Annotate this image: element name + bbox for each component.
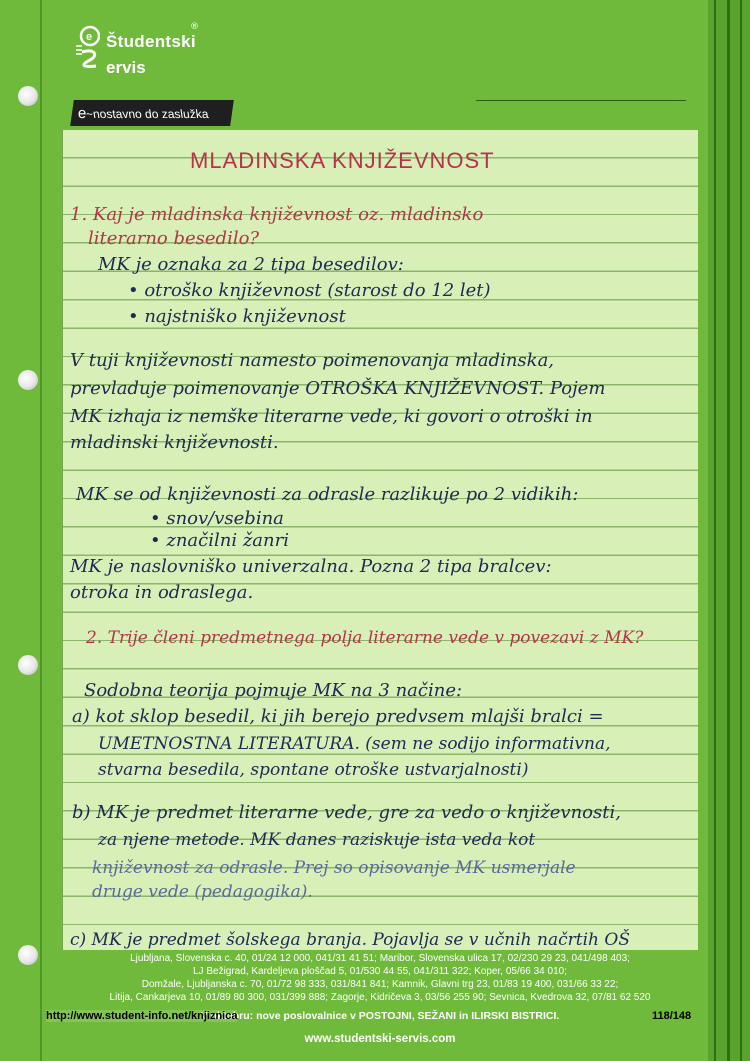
footer-offices-line: LJ Bežigrad, Kardeljeva ploščad 5, 01/530 44 55, 041/311 322; Koper, 05/66 34 010;: [193, 966, 567, 977]
registered-mark: ®: [190, 22, 199, 32]
cover-margin-line: [40, 0, 42, 1061]
footer-website: www.studentski-servis.com: [304, 1033, 456, 1045]
note-line: za njene metode. MK danes raziskuje ista veda kot: [98, 830, 536, 850]
footer-offices-line: Ljubljana, Slovenska c. 40, 01/24 12 000, 041/31 41 51; Maribor, Slovenska ulica 17, 02/230 29 23, 041/498 403;: [130, 953, 630, 964]
bullet-item: • najstniško književnost: [128, 306, 346, 327]
page-counter: 118/148: [652, 1010, 692, 1022]
note-line: otroka in odraslega.: [70, 582, 254, 603]
svg-text:e: e: [86, 31, 93, 43]
note-line: mladinski književnosti.: [70, 432, 279, 453]
slogan-text: ~nostavno do zaslužka: [85, 107, 210, 121]
note-line: Sodobna teorija pojmuje MK na 3 načine:: [84, 680, 463, 701]
note-line: MK izhaja iz nemške literarne vede, ki govori o otroški in: [70, 406, 593, 427]
question-1-cont: literarno besedilo?: [88, 228, 260, 249]
edge-line: [714, 0, 716, 1061]
bullet-item: • otroško književnost (starost do 12 let): [128, 280, 491, 301]
punch-hole: [18, 655, 38, 675]
slogan-e: e: [76, 105, 88, 122]
footer-announcement: V oktobru: nove poslovalnice v POSTOJNI, SEŽANI in ILIRSKI BISTRICI.: [200, 1010, 560, 1022]
note-line: MK je oznaka za 2 tipa besedilov:: [98, 254, 404, 275]
logo-mark-icon: [76, 24, 100, 70]
note-line: a) kot sklop besedil, ki jih berejo predvsem mlajši bralci =: [72, 706, 604, 727]
punch-hole: [18, 370, 38, 390]
footer-offices-line: Litija, Cankarjeva 10, 01/89 80 300, 031/399 888; Zagorje, Kidričeva 3, 03/56 255 90; Sevnica, Kvedrova 32, 07/81 62 520: [109, 992, 651, 1003]
punch-hole: [18, 945, 38, 965]
note-line: V tuji književnosti namesto poimenovanja mladinska,: [70, 350, 555, 371]
note-line: MK se od književnosti za odrasle razlikuje po 2 vidikih:: [76, 484, 579, 505]
studentski-servis-logo: [68, 16, 218, 80]
note-line: druge vede (pedagogika).: [92, 882, 313, 902]
edge-line: [727, 0, 730, 1061]
slogan-banner: [70, 100, 234, 126]
footer-offices: [60, 952, 700, 1004]
note-line: c) MK je predmet šolskega branja. Pojavlja se v učnih načrtih OŠ: [70, 930, 630, 950]
note-line: stvarna besedila, spontane otroške ustvarjalnosti): [98, 760, 529, 780]
edge-line: [740, 0, 742, 1061]
note-line: prevladuje poimenovanje OTROŠKA KNJIŽEVNOST. Pojem: [70, 378, 606, 399]
question-1: 1. Kaj je mladinska književnost oz. mladinsko: [70, 204, 484, 225]
bullet-item: • snov/vsebina: [150, 508, 284, 529]
note-line: MK je naslovniško univerzalna. Pozna 2 tipa bralcev:: [70, 556, 552, 577]
source-url-link[interactable]: http://www.student-info.net/knjiznica: [46, 1010, 238, 1022]
logo-name-line2: ervis: [106, 58, 146, 77]
question-2: 2. Trije členi predmetnega polja literarne vede v povezavi z MK?: [86, 628, 644, 648]
bullet-item: • značilni žanri: [150, 530, 289, 551]
paper-margin: [62, 130, 63, 950]
punch-hole: [18, 86, 38, 106]
logo-name-line1: Študentski: [106, 32, 196, 51]
note-line: b) MK je predmet literarne vede, gre za vedo o književnosti,: [72, 802, 621, 823]
footer-offices-line: Domžale, Ljubljanska c. 70, 01/72 98 333, 031/841 841; Kamnik, Glavni trg 23, 01/83 19 400, 031/66 33 22;: [141, 979, 619, 990]
note-line: književnost za odrasle. Prej so opisovanje MK usmerjale: [92, 858, 576, 878]
header-rule: [476, 100, 686, 101]
note-line: UMETNOSTNA LITERATURA. (sem ne sodijo informativna,: [98, 734, 611, 754]
note-title: MLADINSKA KNJIŽEVNOST: [190, 148, 495, 173]
